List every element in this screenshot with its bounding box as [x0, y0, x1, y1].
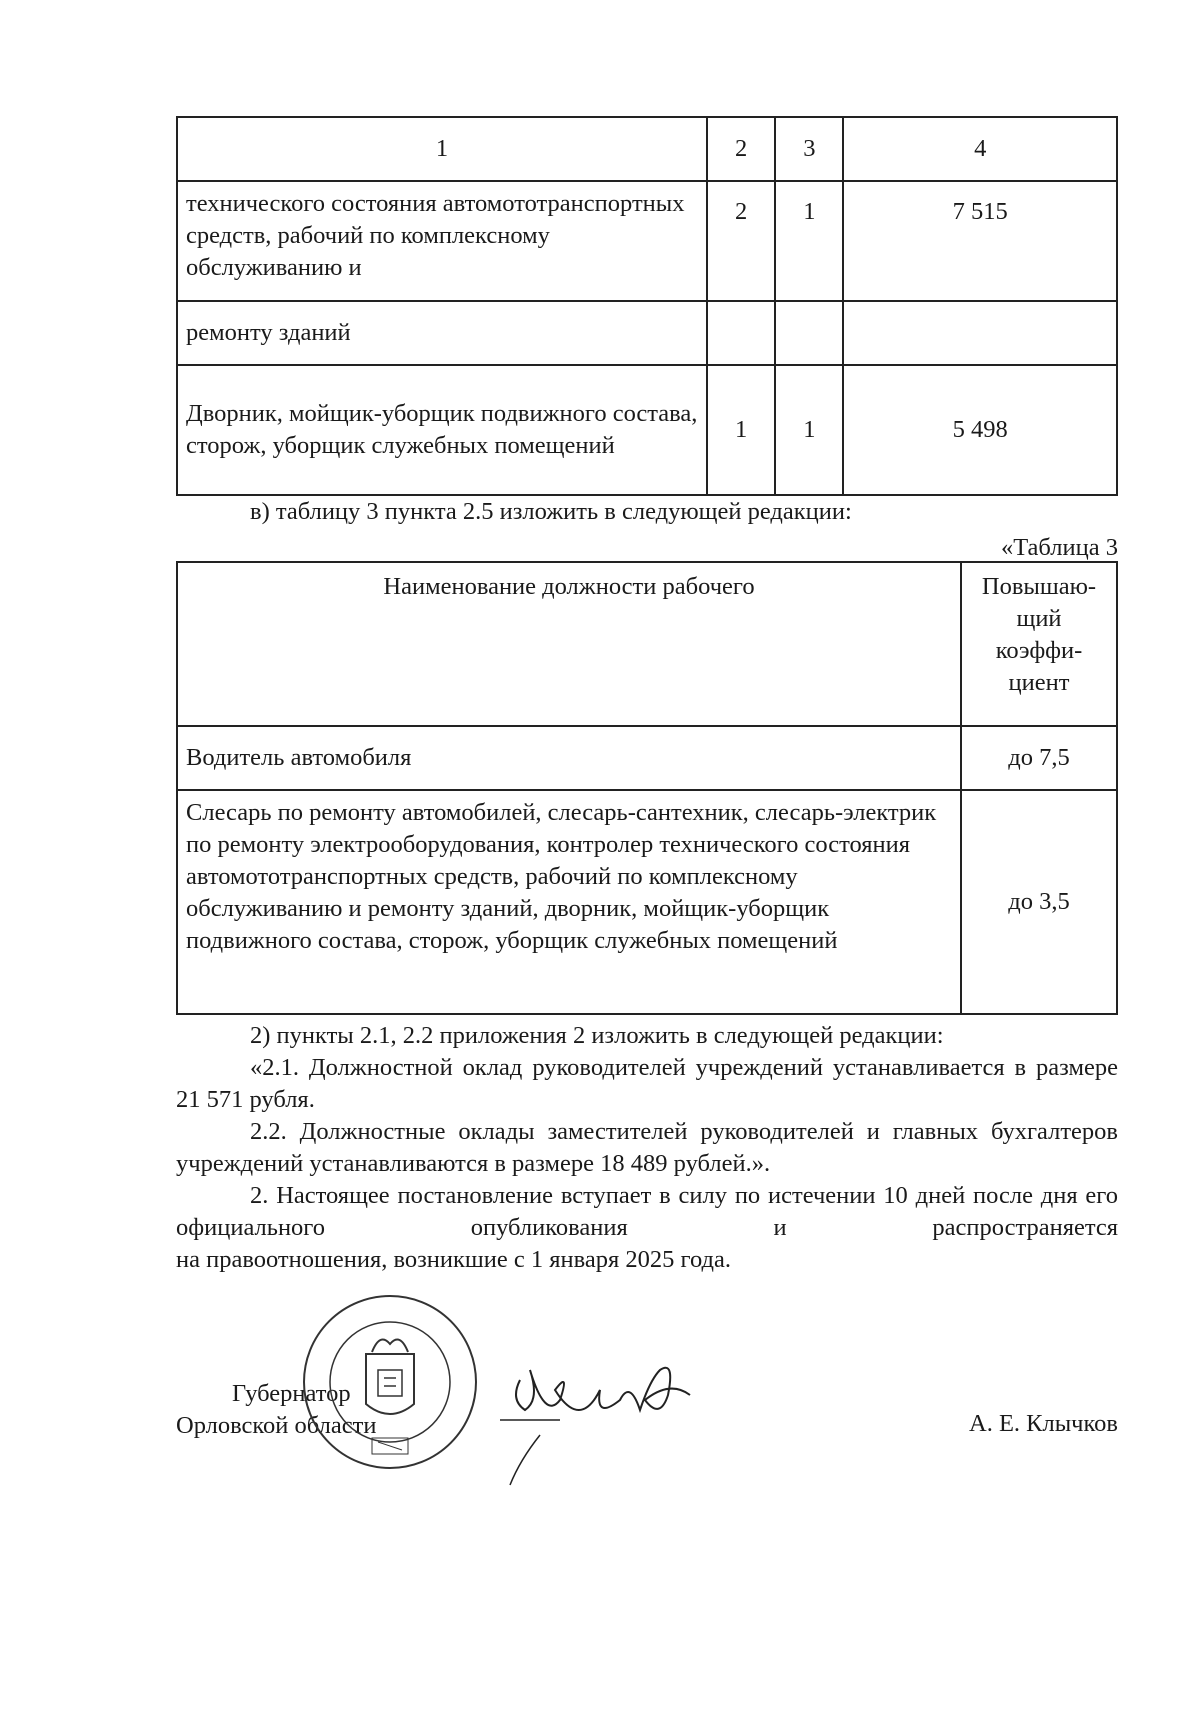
- official-seal-icon: [300, 1292, 480, 1472]
- header-position-name: Наименование должности рабочего: [177, 562, 961, 726]
- header-coefficient: [961, 562, 1117, 726]
- paragraph-2-1: «2.1. Должностной оклад руководителей учреждений устанавливается в размере 21 571 рубля.: [176, 1054, 1118, 1113]
- header-col-2: 2: [707, 117, 775, 181]
- table-row: [177, 181, 1117, 301]
- coefficient-value: до 7,5: [961, 726, 1117, 790]
- qualification-level: 1: [707, 365, 775, 495]
- salary-value: 5 498: [843, 365, 1117, 495]
- paragraph-final-part-2: на правоотношения, возникшие с 1 января 2025 года.: [176, 1246, 731, 1273]
- qualification-grade: 1: [775, 181, 843, 301]
- header-col-4: 4: [843, 117, 1117, 181]
- position-name: Дворник, мойщик-уборщик подвижного состава, сторож, уборщик служебных помещений: [177, 365, 707, 495]
- position-name: технического состояния автомототранспортных средств, рабочий по комплексному обслуживанию и: [177, 181, 707, 301]
- position-name: ремонту зданий: [177, 301, 707, 365]
- paragraph-final-part-1: 2. Настоящее постановление вступает в силу по истечении 10 дней после дня его официального опубликования и распространяется: [176, 1182, 1118, 1241]
- qualification-level: [707, 301, 775, 365]
- handwritten-signature-icon: [500, 1340, 710, 1490]
- qualification-grade: 1: [775, 365, 843, 495]
- salary-value: [843, 301, 1117, 365]
- salary-table-continuation: [176, 116, 1118, 496]
- table-row: [177, 726, 1117, 790]
- position-name: Водитель автомобиля: [177, 726, 961, 790]
- signatory-name: А. Е. Клычков: [969, 1410, 1118, 1437]
- position-name: Слесарь по ремонту автомобилей, слесарь-сантехник, слесарь-электрик по ремонту электрооборудования, контролер технического состояния автомототранспортных средств, рабочий по комплексному обслуживанию и ремонту зданий, дворник, мойщик-уборщик подвижного состава, сторож, уборщик служебных помещений: [177, 790, 961, 1014]
- header-coefficient-line: коэффи-: [995, 637, 1083, 664]
- qualification-grade: [775, 301, 843, 365]
- header-col-3: 3: [775, 117, 843, 181]
- table-row: [177, 790, 1117, 1014]
- header-col-1: 1: [177, 117, 707, 181]
- header-coefficient-line: щий: [1016, 605, 1062, 632]
- header-coefficient-line: Повышаю-: [981, 573, 1097, 600]
- salary-value: 7 515: [843, 181, 1117, 301]
- paragraph-2-2: 2.2. Должностные оклады заместителей руководителей и главных бухгалтеров учреждений устанавливаются в размере 18 489 рублей.».: [176, 1118, 1118, 1177]
- coefficient-value: до 3,5: [961, 790, 1117, 1014]
- signatory-title-line-1: Губернатор: [232, 1380, 351, 1407]
- coefficient-table: [176, 561, 1118, 1015]
- header-coefficient-line: циент: [1008, 669, 1070, 696]
- signatory-title-line-2: Орловской области: [176, 1412, 377, 1439]
- qualification-level: 2: [707, 181, 775, 301]
- intro-paragraph-v: в) таблицу 3 пункта 2.5 изложить в следующей редакции:: [250, 498, 852, 525]
- table-row: [177, 301, 1117, 365]
- table-row: [177, 365, 1117, 495]
- paragraph-2: 2) пункты 2.1, 2.2 приложения 2 изложить в следующей редакции:: [250, 1022, 944, 1049]
- table-caption: «Таблица 3: [1000, 534, 1118, 561]
- table-header-row: [177, 117, 1117, 181]
- table-header-row: [177, 562, 1117, 726]
